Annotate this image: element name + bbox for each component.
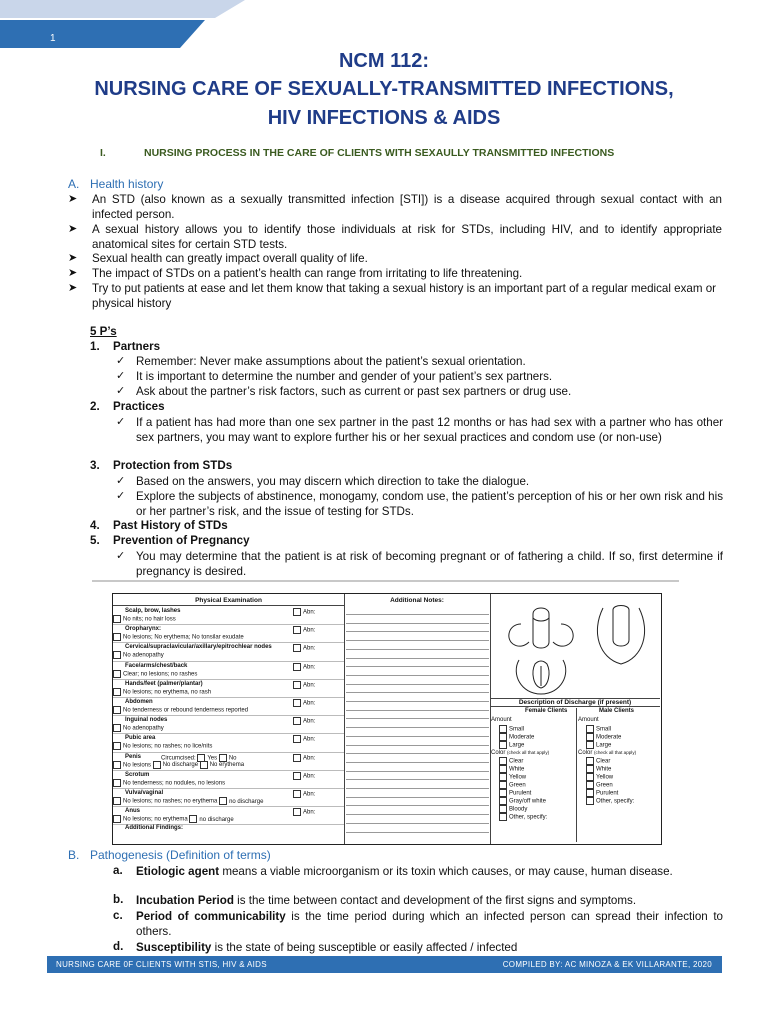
- checkbox-icon[interactable]: [499, 741, 507, 749]
- checkbox-icon[interactable]: [293, 681, 301, 689]
- checkbox-icon[interactable]: [499, 805, 507, 813]
- checkbox-icon[interactable]: [499, 765, 507, 773]
- term-period-communicability: [136, 909, 723, 939]
- notes-line: [346, 797, 489, 798]
- abn-checkbox[interactable]: [293, 644, 315, 653]
- checkbox-icon[interactable]: [113, 797, 121, 805]
- no-discharge-label: no discharge: [199, 816, 234, 823]
- pe-row-rule: [113, 661, 344, 662]
- health-history-label: Health history: [90, 177, 164, 191]
- no-discharge-label: No discharge: [162, 762, 199, 769]
- abn-checkbox[interactable]: [293, 663, 315, 672]
- arrow-bullet-icon: ➤: [68, 267, 78, 279]
- notes-line: [346, 710, 489, 711]
- p-item-prevention: Prevention of Pregnancy: [113, 534, 250, 547]
- five-ps-heading: 5 P’s: [90, 325, 117, 338]
- term-definition: is the state of being susceptible or easily affected / infected: [211, 941, 518, 954]
- normal-finding-text: No tenderness or rebound tenderness reported: [123, 707, 249, 714]
- history-bullet-2: A sexual history allows you to identify those individuals at risk for STDs, including HIV, and to identify appropriate anatomical sites for certain STD tests.: [92, 223, 722, 251]
- color-option-label: Other, specify:: [596, 798, 635, 805]
- practices-check-1: If a patient has had more than one sex partner in the past 12 months or has had sex with a partner who has other sex partners, you may want to explore further his or her sexual practices and condom use (or non-use): [136, 416, 723, 444]
- notes-line: [346, 675, 489, 676]
- partners-check-2: It is important to determine the number and gender of your patient’s sex partners.: [136, 370, 553, 383]
- course-code-title: NCM 112:: [338, 50, 430, 72]
- p-item-number: 3.: [90, 459, 100, 472]
- checkmark-icon: ✓: [116, 475, 126, 487]
- abn-label: Abn:: [303, 718, 316, 725]
- p-item-protection: Protection from STDs: [113, 459, 233, 472]
- color-option-label: Clear: [596, 758, 611, 765]
- checkbox-icon[interactable]: [293, 735, 301, 743]
- protection-check-1: Based on the answers, you may discern which direction to take the dialogue.: [136, 475, 530, 488]
- abn-checkbox[interactable]: [293, 754, 315, 763]
- female-amount-label: Amount: [491, 717, 512, 723]
- color-option-label: Gray/off white: [509, 798, 546, 805]
- checkbox-icon[interactable]: [153, 761, 161, 769]
- checkbox-icon[interactable]: [586, 725, 594, 733]
- checkbox-icon[interactable]: [293, 717, 301, 725]
- term-letter: b.: [113, 893, 124, 906]
- notes-line: [346, 762, 489, 763]
- color-option-label: Clear: [509, 758, 524, 765]
- notes-line: [346, 779, 489, 780]
- male-header: Male Clients: [599, 708, 635, 714]
- checkmark-icon: ✓: [116, 550, 126, 562]
- checkbox-icon[interactable]: [499, 733, 507, 741]
- notes-line: [346, 692, 489, 693]
- checkbox-icon[interactable]: [499, 781, 507, 789]
- color-option-label: Green: [596, 782, 613, 789]
- normal-finding-text: No adenopathy: [123, 652, 164, 659]
- term-definition: means a viable microorganism or its toxin which causes, or may cause, human disease.: [219, 865, 673, 878]
- pe-row-rule: [113, 624, 344, 625]
- no-label: No: [228, 755, 237, 762]
- color-title: Color: [491, 750, 506, 756]
- p-item-number: 2.: [90, 400, 100, 413]
- checkbox-icon[interactable]: [293, 608, 301, 616]
- pe-row: [113, 735, 344, 751]
- pe-row: [113, 626, 344, 642]
- pe-row: [113, 754, 344, 770]
- pe-row: [113, 772, 344, 788]
- circumcised-label: Circumcised:: [161, 755, 196, 762]
- checkbox-icon[interactable]: [499, 757, 507, 765]
- normal-finding-text: Clear; no lesions; no rashes: [123, 671, 198, 678]
- notes-line: [346, 727, 489, 728]
- checkbox-icon[interactable]: [293, 754, 301, 762]
- section-heading: [100, 147, 614, 159]
- notes-line: [346, 623, 489, 624]
- term-letter: a.: [113, 864, 123, 877]
- penis-extra-options: [151, 762, 244, 768]
- color-option-label: White: [596, 766, 612, 773]
- checkbox-icon[interactable]: [499, 813, 507, 821]
- notes-line: [346, 736, 489, 737]
- pe-row-label: Penis: [125, 753, 142, 760]
- amount-option-label: Small: [596, 726, 612, 733]
- checkbox-icon[interactable]: [586, 733, 594, 741]
- notes-line: [346, 614, 489, 615]
- color-option[interactable]: [499, 813, 547, 822]
- pe-row-rule: [113, 752, 344, 753]
- abn-label: Abn:: [303, 791, 316, 798]
- abn-checkbox[interactable]: [293, 699, 315, 708]
- pe-header-rule: [113, 605, 344, 606]
- checkbox-icon[interactable]: [586, 781, 594, 789]
- pe-row-rule: [113, 770, 344, 771]
- pathogenesis-letter: B.: [68, 848, 80, 862]
- term-definition: is the time between contact and development of the first signs and symptoms.: [233, 894, 637, 907]
- checkbox-icon[interactable]: [113, 779, 121, 787]
- pe-row-label: Oropharynx:: [125, 626, 162, 633]
- amount-option-label: Small: [509, 726, 525, 733]
- abn-checkbox[interactable]: [293, 808, 315, 817]
- anus-extra-option: [188, 817, 234, 823]
- color-option-label: Yellow: [596, 774, 614, 781]
- pe-row-label: Scalp, brow, lashes: [125, 608, 181, 614]
- normal-finding-text: No adenopathy: [123, 725, 164, 732]
- pe-row: [113, 717, 344, 733]
- notes-line: [346, 788, 489, 789]
- pe-row: [113, 681, 344, 697]
- normal-finding-text: No lesions; no erythema: [123, 816, 188, 823]
- checkbox-icon[interactable]: [499, 797, 507, 805]
- physical-exam-form: [112, 593, 662, 845]
- discharge-title: Description of Discharge (if present): [490, 698, 660, 707]
- abn-checkbox[interactable]: [293, 626, 315, 635]
- p-item-partners: Partners: [113, 340, 161, 353]
- checkbox-icon[interactable]: [586, 741, 594, 749]
- checkmark-icon: ✓: [116, 385, 126, 397]
- color-option-label: Yellow: [509, 774, 527, 781]
- arrow-bullet-icon: ➤: [68, 193, 78, 205]
- page-number: 1: [50, 33, 56, 44]
- pe-row-rule: [113, 679, 344, 680]
- pathogenesis-heading: [68, 848, 271, 862]
- abn-label: Abn:: [303, 700, 316, 707]
- pe-row-rule: [113, 697, 344, 698]
- abn-checkbox[interactable]: [293, 608, 315, 617]
- anatomy-diagram-icon: [491, 602, 659, 698]
- term-name: Period of communicability: [136, 910, 286, 923]
- amount-option-label: Moderate: [509, 734, 535, 741]
- color-note: (check all that apply): [507, 750, 550, 755]
- color-option-label: Other, specify:: [509, 814, 548, 821]
- normal-finding-text: No tenderness; no nodules, no lesions: [123, 780, 226, 787]
- term-incubation-period: [136, 893, 723, 908]
- checkbox-icon[interactable]: [113, 815, 121, 823]
- pe-row-rule: [113, 788, 344, 789]
- checkbox-icon[interactable]: [113, 615, 121, 623]
- term-name: Incubation Period: [136, 894, 234, 907]
- abn-label: Abn:: [303, 664, 316, 671]
- abn-label: Abn:: [303, 736, 316, 743]
- checkbox-icon[interactable]: [499, 789, 507, 797]
- male-amount-label: Amount: [578, 717, 599, 723]
- pe-row-rule: [113, 733, 344, 734]
- checkbox-icon[interactable]: [189, 815, 197, 823]
- checkbox-icon[interactable]: [113, 724, 121, 732]
- checkbox-icon[interactable]: [586, 789, 594, 797]
- amount-option-label: Moderate: [596, 734, 622, 741]
- checkbox-icon[interactable]: [113, 670, 121, 678]
- no-discharge-label: no discharge: [229, 798, 264, 805]
- notes-line: [346, 640, 489, 641]
- pe-row: [113, 663, 344, 679]
- page-footer: [47, 956, 722, 973]
- color-option-label: White: [509, 766, 525, 773]
- color-option-label: Green: [509, 782, 526, 789]
- checkbox-icon[interactable]: [293, 626, 301, 634]
- notes-line: [346, 823, 489, 824]
- notes-line: [346, 718, 489, 719]
- history-bullet-3: Sexual health can greatly impact overall quality of life.: [92, 252, 368, 265]
- pe-row-label: Abdomen: [125, 699, 153, 705]
- checkbox-icon[interactable]: [499, 773, 507, 781]
- normal-finding-text: No lesions; no erythema, no rash: [123, 689, 212, 696]
- term-letter: d.: [113, 940, 124, 953]
- color-option-label: Bloody: [509, 806, 528, 813]
- arrow-bullet-icon: ➤: [68, 282, 78, 294]
- additional-findings: Additional Findings:: [125, 825, 183, 831]
- main-title-line-1: NURSING CARE OF SEXUALLY-TRANSMITTED INFECTIONS,: [94, 78, 674, 100]
- protection-check-2: Explore the subjects of abstinence, monogamy, condom use, the patient’s perception of his or her own risk and his or her partner’s risk, and the issue of testing for STDs.: [136, 490, 723, 518]
- pe-row: [113, 699, 344, 715]
- pe-row-label: Cervical/supraclavicular/axillary/epitrochlear nodes: [125, 644, 272, 651]
- partners-check-3: Ask about the partner’s risk factors, such as current or past sex partners or drug use.: [136, 385, 572, 398]
- abn-label: Abn:: [303, 627, 316, 634]
- checkbox-icon[interactable]: [113, 761, 121, 769]
- page-number-tab: [0, 0, 250, 40]
- history-bullet-4: The impact of STDs on a patient’s health can range from irritating to life threatening.: [92, 267, 523, 280]
- abn-checkbox[interactable]: [293, 735, 315, 744]
- checkbox-icon[interactable]: [113, 688, 121, 696]
- term-name: Etiologic agent: [136, 865, 220, 878]
- color-option-label: Purulent: [596, 790, 619, 797]
- amount-option-label: Large: [596, 742, 612, 749]
- abn-checkbox[interactable]: [293, 681, 315, 690]
- checkbox-icon[interactable]: [293, 663, 301, 671]
- term-name: Susceptibility: [136, 941, 212, 954]
- checkbox-icon[interactable]: [293, 772, 301, 780]
- checkbox-icon[interactable]: [586, 765, 594, 773]
- pe-row-label: Hands/feet (palmer/plantar): [125, 680, 203, 687]
- pe-row-label: Scrotum: [125, 771, 150, 778]
- arrow-bullet-icon: ➤: [68, 252, 78, 264]
- checkbox-icon[interactable]: [293, 790, 301, 798]
- yes-label: Yes: [207, 755, 218, 762]
- arrow-bullet-icon: ➤: [68, 223, 78, 235]
- pe-row: [113, 808, 344, 824]
- notes-line: [346, 684, 489, 685]
- checkbox-icon[interactable]: [586, 773, 594, 781]
- main-title-line-2: HIV INFECTIONS & AIDS: [267, 107, 501, 129]
- abn-label: Abn:: [303, 755, 316, 762]
- term-susceptibility: [136, 940, 723, 955]
- discharge-divider: [576, 708, 577, 842]
- pe-row-label: Pubic area: [125, 735, 156, 742]
- checkbox-icon[interactable]: [293, 644, 301, 652]
- color-option-label: Purulent: [509, 790, 532, 797]
- footer-credits: COMPILED BY: AC MINOZA & EK VILLARANTE, 2020: [502, 960, 712, 969]
- notes-line: [346, 832, 489, 833]
- pe-row: [113, 608, 344, 624]
- term-letter: c.: [113, 909, 123, 922]
- checkmark-icon: ✓: [116, 416, 126, 428]
- checkbox-icon[interactable]: [293, 808, 301, 816]
- notes-line: [346, 658, 489, 659]
- color-option[interactable]: [586, 797, 634, 806]
- abn-label: Abn:: [303, 645, 316, 652]
- divider: [92, 580, 679, 582]
- notes-line: [346, 805, 489, 806]
- abn-label: Abn:: [303, 773, 316, 780]
- p-item-number: 4.: [90, 519, 100, 532]
- checkbox-icon[interactable]: [586, 757, 594, 765]
- checkbox-icon[interactable]: [219, 754, 227, 762]
- section-roman: I.: [100, 147, 106, 159]
- checkbox-icon[interactable]: [113, 651, 121, 659]
- notes-line: [346, 753, 489, 754]
- p-item-past-history: Past History of STDs: [113, 519, 228, 532]
- checkbox-icon[interactable]: [293, 699, 301, 707]
- health-history-letter: A.: [68, 177, 80, 191]
- checkbox-icon[interactable]: [219, 797, 227, 805]
- checkbox-icon[interactable]: [113, 742, 121, 750]
- checkmark-icon: ✓: [116, 370, 126, 382]
- history-bullet-1: An STD (also known as a sexually transmitted infection [STI]) is a disease acquired through sexual contact with an infected person.: [92, 193, 722, 221]
- checkmark-icon: ✓: [116, 490, 126, 502]
- pe-row-label: Inguinal nodes: [125, 717, 168, 724]
- abn-checkbox[interactable]: [293, 790, 315, 799]
- history-bullet-5: Try to put patients at ease and let them know that taking a sexual history is an important part of a regular medical exam or physical history: [92, 282, 717, 310]
- abn-checkbox[interactable]: [293, 717, 315, 726]
- checkbox-icon[interactable]: [197, 754, 205, 762]
- abn-label: Abn:: [303, 809, 316, 816]
- pe-header: Physical Examination: [195, 597, 262, 604]
- pe-row-label: Vulva/vaginal: [125, 790, 164, 796]
- checkbox-icon[interactable]: [113, 633, 121, 641]
- notes-line: [346, 771, 489, 772]
- no-erythema-label: No erythema: [209, 762, 245, 769]
- pe-row: [113, 644, 344, 660]
- checkmark-icon: ✓: [116, 355, 126, 367]
- normal-finding-text: No lesions; no rashes; no erythema: [123, 798, 218, 805]
- pe-row-label: Anus: [125, 808, 140, 815]
- vulva-extra-option: [217, 799, 263, 805]
- pe-row-rule: [113, 806, 344, 807]
- pe-row: [113, 790, 344, 806]
- notes-line: [346, 631, 489, 632]
- abn-label: Abn:: [303, 609, 316, 616]
- normal-finding-text: No lesions; no rashes; no lice/nits: [123, 743, 213, 750]
- notes-header: Additional Notes:: [390, 597, 444, 604]
- p-item-number: 1.: [90, 340, 100, 353]
- prevention-check-1: You may determine that the patient is at risk of becoming pregnant or of fathering a child. If so, first determine if pregnancy is desired.: [136, 550, 723, 578]
- color-note: (check all that apply): [594, 750, 637, 755]
- notes-line: [346, 666, 489, 667]
- footer-course: NURSING CARE 0F CLIENTS WITH STIS, HIV & AIDS: [56, 960, 267, 969]
- abn-label: Abn:: [303, 682, 316, 689]
- abn-checkbox[interactable]: [293, 772, 315, 781]
- term-definition: is the time period during which an infected person can spread their infection to others.: [136, 910, 723, 938]
- normal-finding-text: No nits; no hair loss: [123, 616, 176, 623]
- amount-option-label: Large: [509, 742, 525, 749]
- pathogenesis-label: Pathogenesis (Definition of terms): [90, 848, 271, 862]
- p-item-number: 5.: [90, 534, 100, 547]
- pe-row-rule: [113, 715, 344, 716]
- notes-line: [346, 814, 489, 815]
- pe-row-rule: [113, 642, 344, 643]
- checkbox-icon[interactable]: [586, 797, 594, 805]
- pe-row-label: Face/arms/chest/back: [125, 662, 188, 669]
- circumcised-options: [161, 754, 237, 763]
- color-title: Color: [578, 750, 593, 756]
- notes-line: [346, 649, 489, 650]
- p-item-practices: Practices: [113, 400, 165, 413]
- checkbox-icon[interactable]: [499, 725, 507, 733]
- normal-finding-text: No lesions: [123, 762, 152, 769]
- health-history-heading: [68, 177, 163, 191]
- partners-check-1: Remember: Never make assumptions about the patient’s sexual orientation.: [136, 355, 526, 368]
- normal-finding-text: No lesions; No erythema; No tonsilar exudate: [123, 634, 244, 641]
- checkbox-icon[interactable]: [113, 706, 121, 714]
- notes-line: [346, 745, 489, 746]
- section-heading-text: NURSING PROCESS IN THE CARE OF CLIENTS WITH SEXAULLY TRANSMITTED INFECTIONS: [144, 147, 615, 159]
- notes-line: [346, 701, 489, 702]
- female-header: Female Clients: [525, 708, 568, 714]
- term-etiologic-agent: [136, 864, 723, 879]
